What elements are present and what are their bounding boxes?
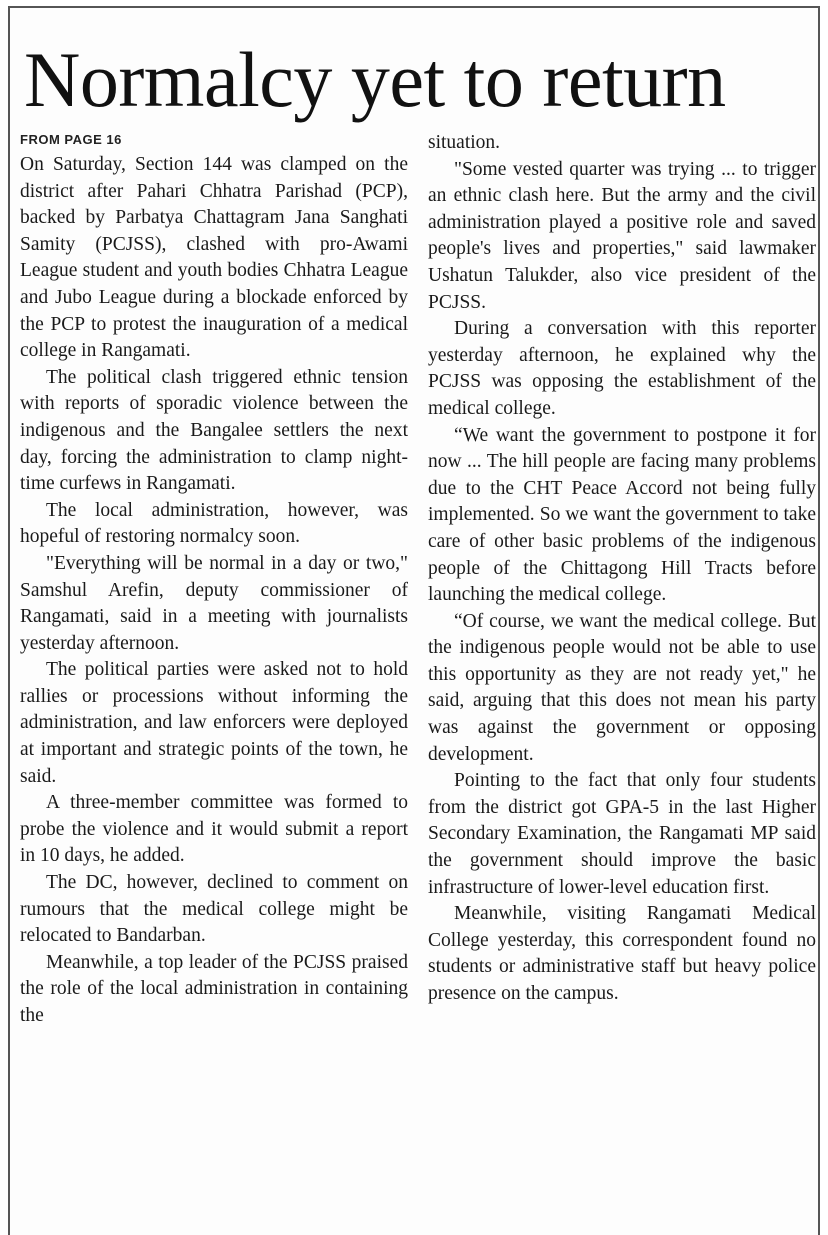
paragraph: “We want the government to postpone it for now ... The hill people are facing many problems due to the CHT Peace Accord not being fully implemented. So we want the government to take care of other basic problems of the indigenous people of the Chittagong Hill Tracts before launching the medical college. <box>428 424 816 606</box>
paragraph: “Of course, we want the medical college. But the indigenous people would not be able to use this opportunity as they are not ready yet," he said, arguing that this does not mean his party was against the government or opposing development. <box>428 610 816 765</box>
article-body <box>20 130 816 1030</box>
newspaper-clipping <box>8 6 820 1235</box>
paragraph: During a conversation with this reporter yesterday afternoon, he explained why the PCJSS was opposing the establishment of the medical college. <box>428 318 816 419</box>
paragraph: The local administration, however, was hopeful of restoring normalcy soon. <box>20 499 408 548</box>
jump-line: FROM PAGE 16 <box>20 132 122 147</box>
paragraph: Meanwhile, a top leader of the PCJSS praised the role of the local administration in containing the <box>20 951 408 1026</box>
paragraph: A three-member committee was formed to probe the violence and it would submit a report in 10 days, he added. <box>20 792 408 867</box>
paragraph: On Saturday, Section 144 was clamped on the district after Pahari Chhatra Parishad (PCP), backed by Parbatya Chattagram Jana Sanghati Samity (PCJSS), clashed with pro-Awami League student and youth bodies Chhatra League and Jubo League during a blockade enforced by the PCP to protest the inauguration of a medical college in Rangamati. <box>20 154 408 362</box>
left-column <box>20 130 408 1030</box>
paragraph: Pointing to the fact that only four students from the district got GPA-5 in the last Higher Secondary Examination, the Rangamati MP said the government should improve the basic infrastructure of lower-level education first. <box>428 770 816 898</box>
paragraph: The DC, however, declined to comment on rumours that the medical college might be relocated to Bandarban. <box>20 872 408 947</box>
paragraph: The political clash triggered ethnic tension with reports of sporadic violence between the indigenous and the Bangalee settlers the next day, forcing the administration to clamp night-time curfews in Rangamati. <box>20 366 408 495</box>
paragraph: "Some vested quarter was trying ... to trigger an ethnic clash here. But the army and the civil administration played a positive role and saved people's lives and properties," said lawmaker Ushatun Talukder, also vice president of the PCJSS. <box>428 158 816 313</box>
headline: Normalcy yet to return <box>24 36 726 123</box>
paragraph: Meanwhile, visiting Rangamati Medical College yesterday, this correspondent found no students or administrative staff but heavy police presence on the campus. <box>428 903 816 1004</box>
paragraph: The political parties were asked not to hold rallies or processions without informing the administration, and law enforcers were deployed at important and strategic points of the town, he said. <box>20 659 408 787</box>
paragraph: "Everything will be normal in a day or two," Samshul Arefin, deputy commissioner of Rangamati, said in a meeting with journalists yesterday afternoon. <box>20 552 408 654</box>
right-column <box>428 130 816 1030</box>
paragraph: situation. <box>428 132 501 153</box>
